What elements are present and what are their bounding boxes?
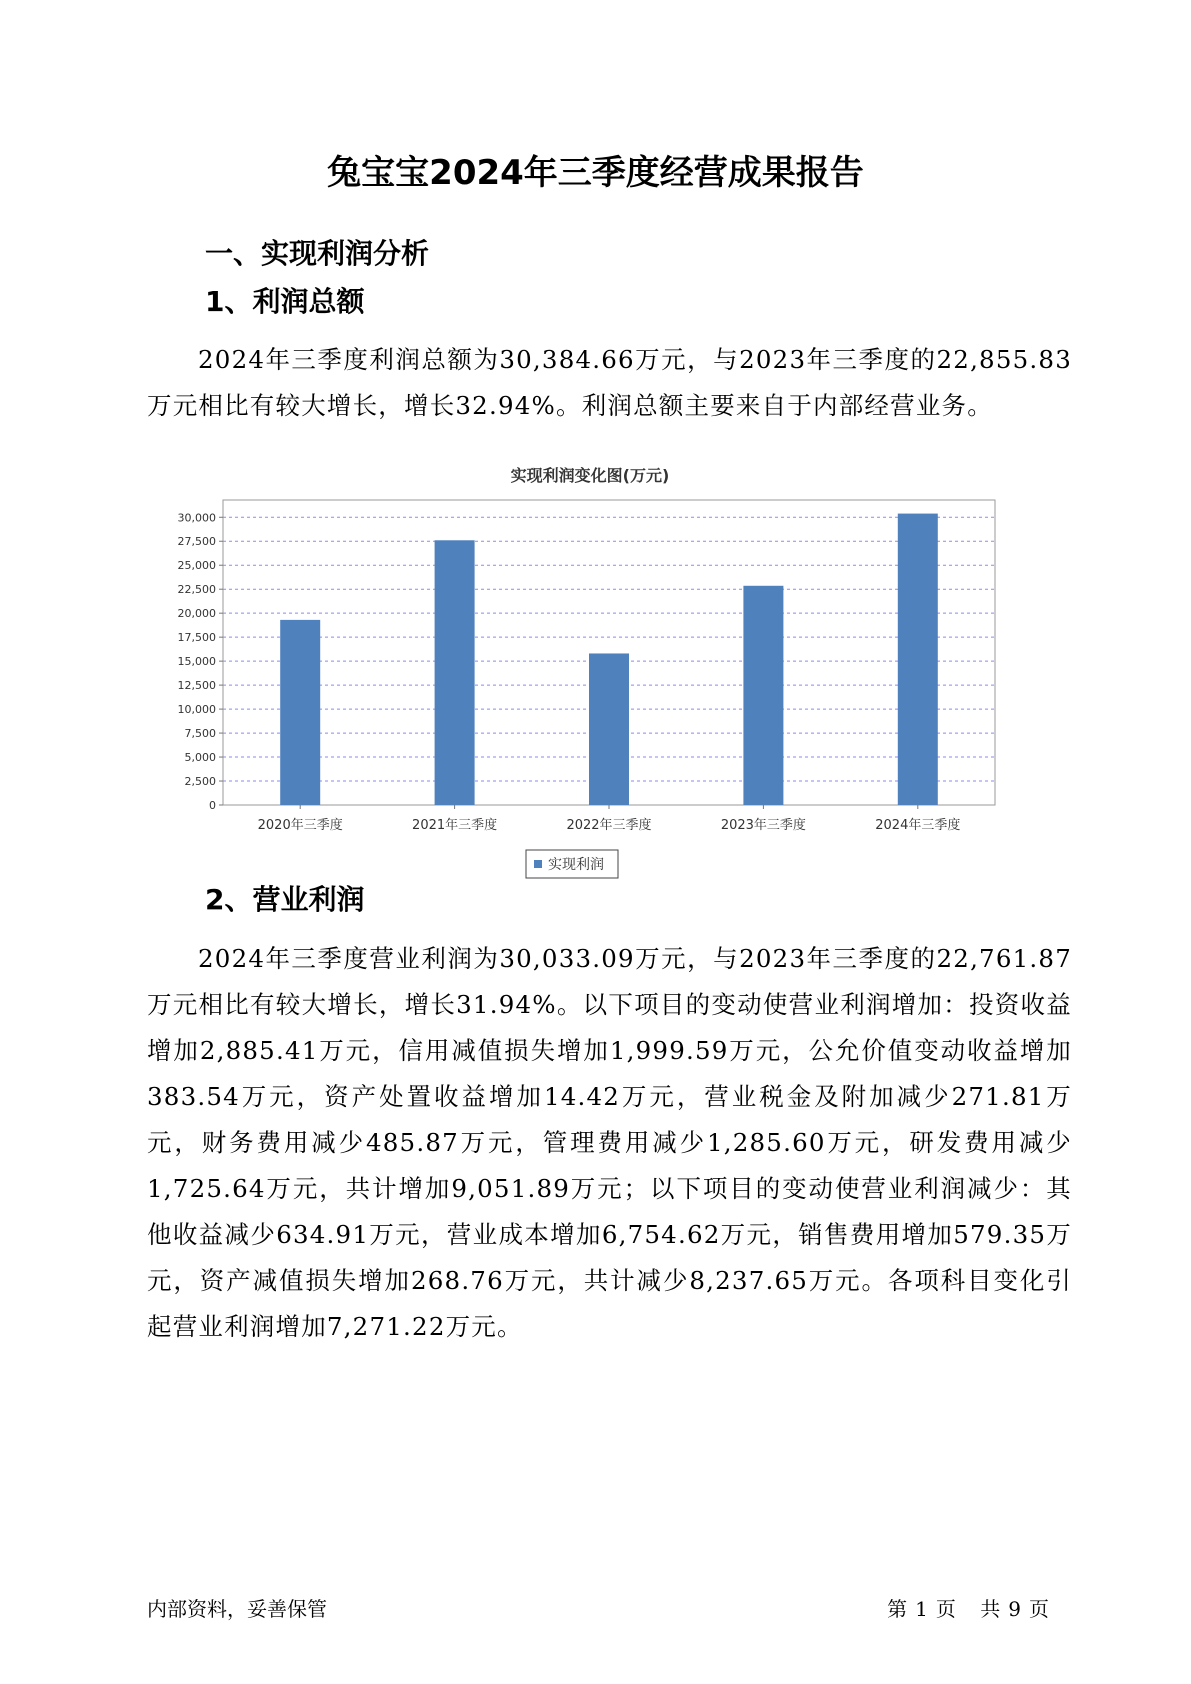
bar-3 bbox=[589, 653, 629, 805]
total-unit: 页 bbox=[1029, 1597, 1049, 1621]
y-tick-label: 15,000 bbox=[177, 655, 216, 669]
page-unit: 页 bbox=[935, 1597, 956, 1621]
y-axis-ticks bbox=[178, 511, 224, 812]
legend bbox=[526, 850, 618, 878]
y-tick-label: 7,500 bbox=[184, 727, 216, 741]
x-axis-ticks bbox=[258, 805, 961, 833]
legend-label: 实现利润 bbox=[548, 857, 604, 873]
y-tick-label: 22,500 bbox=[177, 583, 216, 597]
legend-swatch bbox=[534, 860, 542, 868]
y-tick-label: 12,500 bbox=[177, 679, 216, 693]
x-tick-label: 2020年三季度 bbox=[257, 818, 343, 833]
total-profit-paragraph: 2024年三季度利润总额为30,384.66万元，与2023年三季度的22,855.83万元相比有较大增长，增长32.94%。利润总额主要来自于内部经营业务。 bbox=[147, 345, 1072, 420]
subsection-heading-total-profit: 1、利润总额 bbox=[205, 285, 365, 318]
x-tick-label: 2022年三季度 bbox=[566, 818, 652, 833]
y-tick-label: 27,500 bbox=[177, 535, 216, 549]
operating-profit-paragraph: 2024年三季度营业利润为30,033.09万元，与2023年三季度的22,761.87万元相比有较大增长，增长31.94%。以下项目的变动使营业利润增加：投资收益增加2,885.41万元，信用减值损失增加1,999.59万元，公允价值变动收益增加383.54万元，资产处置收益增加14.42万元，营业税金及附加减少271.81万元，财务费用减少485.87万元，管理费用减少1,285.60万元，研发费用减少1,725.64万元，共计增加9,051.89万元；以下项目的变动使营业利润减少：其他收益减少634.91万元，营业成本增加6,754.62万元，销售费用增加579.35万元，资产减值损失增加268.76万元，共计减少8,237.65万元。各项科目变化引起营业利润增加7,271.22万元。 bbox=[147, 944, 1072, 1341]
y-tick-label: 25,000 bbox=[177, 559, 216, 573]
y-tick-label: 30,000 bbox=[177, 511, 216, 525]
document-title: 兔宝宝2024年三季度经营成果报告 bbox=[327, 153, 864, 193]
bar-1 bbox=[280, 620, 320, 805]
y-tick-label: 10,000 bbox=[177, 703, 216, 717]
page-prefix: 第 bbox=[887, 1597, 908, 1621]
x-tick-label: 2021年三季度 bbox=[412, 818, 498, 833]
y-tick-label: 0 bbox=[209, 799, 216, 812]
page-number: 1 bbox=[915, 1597, 928, 1621]
section-heading-profit-analysis: 一、实现利润分析 bbox=[205, 237, 430, 270]
y-tick-label: 20,000 bbox=[177, 607, 216, 621]
x-tick-label: 2024年三季度 bbox=[875, 818, 961, 833]
subsection-heading-operating-profit: 2、营业利润 bbox=[205, 883, 365, 916]
profit-bar-chart-svg bbox=[150, 455, 1030, 915]
y-tick-label: 17,500 bbox=[177, 631, 216, 645]
x-tick-label: 2023年三季度 bbox=[720, 818, 806, 833]
total-prefix: 共 bbox=[980, 1597, 1001, 1621]
total-pages: 9 bbox=[1008, 1597, 1021, 1621]
footer-page-info bbox=[883, 1593, 1053, 1622]
bar-4 bbox=[743, 586, 783, 805]
profit-chart bbox=[150, 455, 1030, 915]
footer-confidential-note: 内部资料，妥善保管 bbox=[147, 1597, 327, 1621]
bar-5 bbox=[898, 514, 938, 805]
bar-2 bbox=[435, 540, 475, 805]
chart-title: 实现利润变化图(万元) bbox=[510, 466, 670, 485]
y-tick-label: 5,000 bbox=[184, 751, 216, 765]
y-tick-label: 2,500 bbox=[184, 775, 216, 789]
